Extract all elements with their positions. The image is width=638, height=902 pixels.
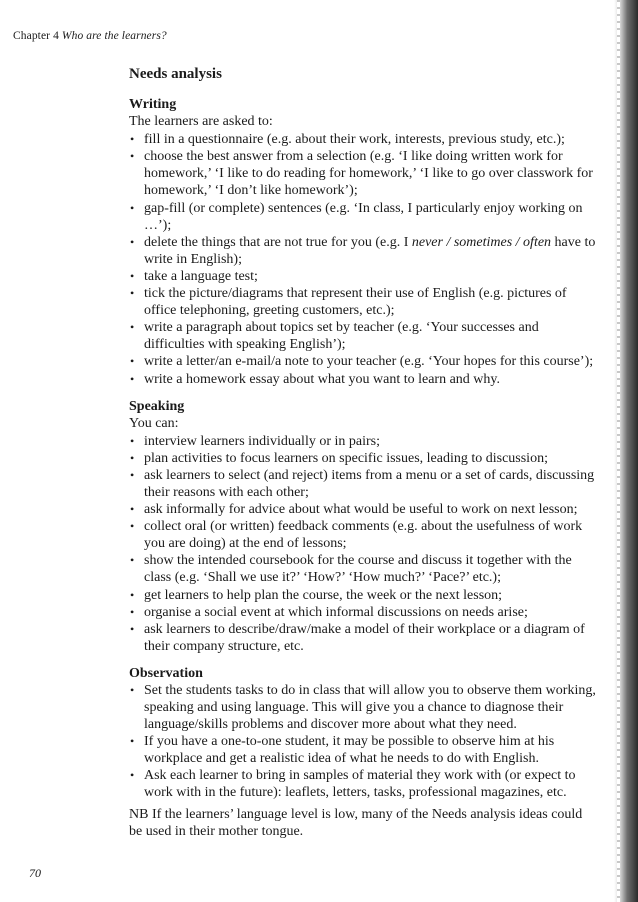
list-item-text: show the intended coursebook for the course and discuss it together with the class (e.g. ‘Shall we use it?’ ‘How?’ ‘How much?’ ‘Pace?’ etc.); bbox=[144, 553, 572, 586]
list-item-text: write a letter/an e-mail/a note to your teacher (e.g. ‘Your hopes for this course’); bbox=[144, 354, 594, 370]
bullet-icon: • bbox=[130, 519, 135, 534]
bullet-icon: • bbox=[130, 553, 135, 568]
observation-heading: Observation bbox=[129, 665, 203, 681]
list-item bbox=[116, 285, 598, 319]
list-item-text: delete the things that are not true for you (e.g. I never / sometimes / often have to write in English); bbox=[144, 234, 596, 267]
bullet-icon: • bbox=[130, 320, 135, 335]
list-item bbox=[116, 733, 598, 767]
list-item-text: interview learners individually or in pairs; bbox=[144, 433, 380, 449]
list-item-text: ask learners to select (and reject) items from a menu or a set of cards, discussing their reasons with each other; bbox=[144, 467, 595, 500]
list-item-text: fill in a questionnaire (e.g. about their work, interests, previous study, etc.); bbox=[144, 132, 565, 148]
list-item-text: choose the best answer from a selection (e.g. ‘I like doing written work for homework,’ ‘I like to do reading for homework,’ ‘I like to go over classwork for homework,’ ‘I don’t like homework’); bbox=[144, 149, 593, 199]
list-item bbox=[116, 450, 598, 467]
list-item-text: tick the picture/diagrams that represent their use of English (e.g. pictures of office telephoning, greeting customers, etc.); bbox=[144, 286, 567, 319]
list-item bbox=[116, 319, 598, 353]
bullet-icon: • bbox=[130, 234, 135, 249]
list-item-text: organise a social event at which informal discussions on needs arise; bbox=[144, 604, 528, 620]
list-item bbox=[116, 552, 598, 586]
list-item bbox=[116, 433, 598, 450]
list-item bbox=[116, 200, 598, 234]
nb-note: NB If the learners’ language level is low, many of the Needs analysis ideas could be used in their mother tongue. bbox=[129, 806, 583, 839]
list-item-text: write a homework essay about what you want to learn and why. bbox=[144, 371, 500, 387]
list-item-text: If you have a one-to-one student, it may be possible to observe him at his workplace and get a realistic idea of what he needs to do with English. bbox=[144, 734, 555, 767]
section-title: Needs analysis bbox=[129, 66, 222, 82]
bullet-icon: • bbox=[130, 354, 135, 369]
list-item bbox=[116, 148, 598, 199]
bullet-icon: • bbox=[130, 268, 135, 283]
list-item bbox=[116, 268, 598, 285]
list-item-text: take a language test; bbox=[144, 268, 258, 284]
bullet-icon: • bbox=[130, 467, 135, 482]
list-item-text: get learners to help plan the course, the week or the next lesson; bbox=[144, 587, 503, 603]
list-item-text: ask learners to describe/draw/make a model of their workplace or a diagram of their company structure, etc. bbox=[144, 621, 585, 654]
list-item bbox=[116, 767, 598, 801]
list-item bbox=[116, 518, 598, 552]
page-binding-edge bbox=[614, 0, 638, 902]
list-item-text: ask informally for advice about what would be useful to work on next lesson; bbox=[144, 502, 578, 518]
page-number: 70 bbox=[29, 866, 41, 880]
list-item bbox=[116, 604, 598, 621]
bullet-icon: • bbox=[130, 734, 135, 749]
bullet-icon: • bbox=[130, 502, 135, 517]
bullet-icon: • bbox=[130, 149, 135, 164]
observation-list bbox=[116, 682, 598, 802]
list-item-text: collect oral (or written) feedback comments (e.g. about the usefulness of work you are doing) at the end of lessons; bbox=[144, 519, 583, 552]
bullet-icon: • bbox=[130, 371, 135, 386]
bullet-icon: • bbox=[130, 286, 135, 301]
bullet-icon: • bbox=[130, 200, 135, 215]
list-item bbox=[116, 371, 598, 388]
writing-intro: The learners are asked to: bbox=[129, 114, 273, 130]
running-header bbox=[13, 30, 167, 42]
speaking-heading: Speaking bbox=[129, 398, 185, 414]
list-item-text: gap-fill (or complete) sentences (e.g. ‘In class, I particularly enjoy working on …’); bbox=[144, 200, 583, 233]
bullet-icon: • bbox=[130, 768, 135, 783]
list-item bbox=[116, 234, 598, 268]
list-item-text: write a paragraph about topics set by teacher (e.g. ‘Your successes and difficulties with speaking English’); bbox=[144, 320, 539, 353]
bullet-icon: • bbox=[130, 682, 135, 697]
chapter-label: Chapter 4 bbox=[13, 30, 59, 42]
list-item bbox=[116, 682, 598, 733]
bullet-icon: • bbox=[130, 587, 135, 602]
list-item bbox=[116, 621, 598, 655]
speaking-list bbox=[116, 433, 598, 655]
list-item bbox=[116, 467, 598, 501]
list-item bbox=[116, 587, 598, 604]
writing-list bbox=[116, 131, 598, 387]
bullet-icon: • bbox=[130, 433, 135, 448]
list-item-text: plan activities to focus learners on specific issues, leading to discussion; bbox=[144, 450, 548, 466]
speaking-intro: You can: bbox=[129, 415, 179, 431]
bullet-icon: • bbox=[130, 132, 135, 147]
bullet-icon: • bbox=[130, 621, 135, 636]
list-item-text: Ask each learner to bring in samples of material they work with (or expect to work with in the future): leaflets, letters, tasks, professional magazines, etc. bbox=[144, 768, 576, 801]
page-content bbox=[116, 66, 598, 840]
writing-heading: Writing bbox=[129, 97, 177, 113]
list-item bbox=[116, 501, 598, 518]
list-item bbox=[116, 353, 598, 370]
list-item-text: Set the students tasks to do in class that will allow you to observe them working, speaking and using language. This will give you a chance to diagnose their language/skills problems and discover more about what they need. bbox=[144, 682, 596, 733]
bullet-icon: • bbox=[130, 604, 135, 619]
chapter-title: Who are the learners? bbox=[61, 30, 167, 42]
list-item bbox=[116, 131, 598, 148]
bullet-icon: • bbox=[130, 450, 135, 465]
